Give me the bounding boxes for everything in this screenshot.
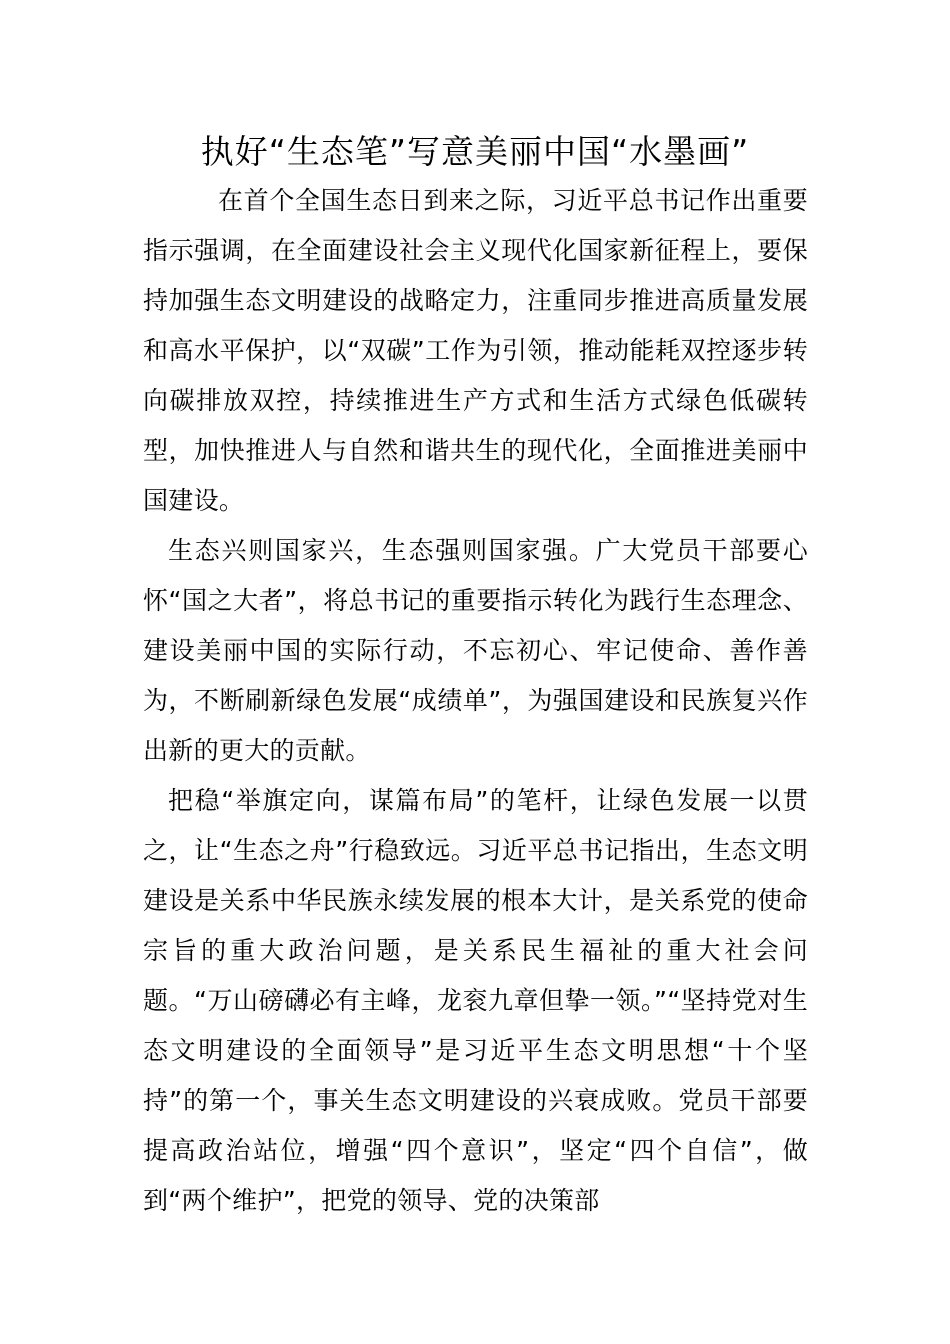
paragraph-3: 把稳“举旗定向，谋篇布局”的笔杆，让绿色发展一以贯之，让“生态之舟”行稳致远。习近平总书记指出，生态文明建设是关系中华民族永续发展的根本大计，是关系党的使命宗旨的重大政治问题，是关系民生福祉的重大社会问题。“万山磅礴必有主峰，龙衮九章但挚一领。”“坚持党对生态文明建设的全面领导”是习近平生态文明思想“十个坚持”的第一个，事关生态文明建设的兴衰成败。党员干部要提高政治站位，增强“四个意识”，坚定“四个自信”，做到“两个维护”，把党的领导、党的决策部 bbox=[143, 786, 808, 1215]
paragraph-1: 在首个全国生态日到来之际，习近平总书记作出重要指示强调，在全面建设社会主义现代化国家新征程上，要保持加强生态文明建设的战略定力，注重同步推进高质量发展和高水平保护，以“双碳”工作为引领，推动能耗双控逐步转向碳排放双控，持续推进生产方式和生活方式绿色低碳转型，加快推进人与自然和谐共生的现代化，全面推进美丽中国建设。 bbox=[143, 186, 808, 515]
paragraph-2: 生态兴则国家兴，生态强则国家强。广大党员干部要心怀“国之大者”，将总书记的重要指示转化为践行生态理念、建设美丽中国的实际行动，不忘初心、牢记使命、善作善为，不断刷新绿色发展“成绩单”，为强国建设和民族复兴作出新的更大的贡献。 bbox=[143, 536, 808, 765]
document-title: 执好“生态笔”写意美丽中国“水墨画” bbox=[200, 132, 750, 171]
document-body bbox=[143, 176, 808, 1226]
